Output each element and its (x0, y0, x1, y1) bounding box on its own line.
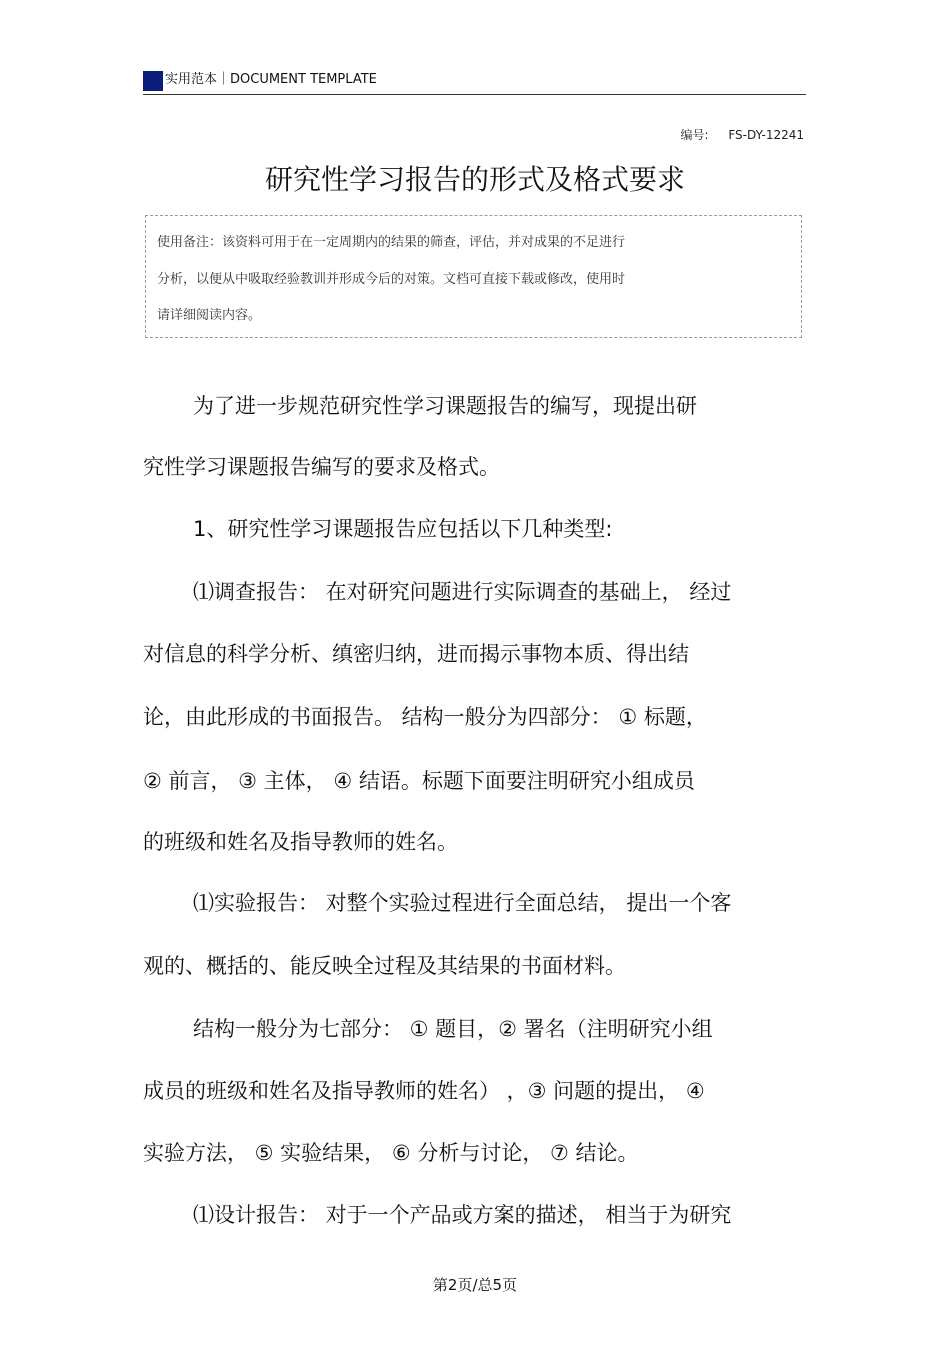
body-paragraph-line: 对信息的科学分析、缜密归纳，进而揭示事物本质、得出结 (143, 642, 689, 666)
document-number (680, 126, 804, 143)
usage-note-line: 请详细阅读内容。 (157, 308, 262, 323)
usage-note-line: 分析，以便从中吸取经验教训并形成今后的对策。文档可直接下载或修改，使用时 (157, 272, 626, 287)
body-paragraph-line: 1、研究性学习课题报告应包括以下几种类型: (193, 517, 613, 541)
header-text: 实用范本｜DOCUMENT TEMPLATE (165, 72, 377, 87)
usage-note-box (145, 215, 802, 338)
body-paragraph-line: 观的、概括的、能反映全过程及其结果的书面材料。 (143, 954, 626, 978)
body-paragraph-line: ② 前言， ③ 主体， ④ 结语。标题下面要注明研究小组成员 (143, 769, 695, 793)
body-paragraph-line: 结构一般分为七部分： ① 题目，② 署名（注明研究小组 (193, 1017, 713, 1041)
body-paragraph-line: 成员的班级和姓名及指导教师的姓名） ，③ 问题的提出， ④ (143, 1079, 705, 1103)
body-paragraph-line: 究性学习课题报告编写的要求及格式。 (143, 455, 500, 479)
body-paragraph-line: ⑴实验报告： 对整个实验过程进行全面总结， 提出一个客 (193, 891, 732, 915)
usage-note-line: 使用备注：该资料可用于在一定周期内的结果的筛查，评估，并对成果的不足进行 (157, 235, 626, 250)
logo-square-icon (143, 71, 163, 91)
body-paragraph-line: 的班级和姓名及指导教师的姓名。 (143, 830, 458, 854)
body-paragraph-line: ⑴调查报告： 在对研究问题进行实际调查的基础上， 经过 (193, 580, 732, 604)
document-number-label: 编号: (680, 128, 709, 142)
body-paragraph-line: 为了进一步规范研究性学习课题报告的编写，现提出研 (193, 394, 697, 418)
page-footer-counter: 第2页/总5页 (432, 1276, 518, 1294)
document-number-value: FS-DY-12241 (728, 128, 804, 142)
page-header (143, 68, 806, 95)
body-paragraph-line: 论，由此形成的书面报告。 结构一般分为四部分： ① 标题， (143, 705, 707, 729)
body-paragraph-line: ⑴设计报告： 对于一个产品或方案的描述， 相当于为研究 (193, 1203, 732, 1227)
page-title: 研究性学习报告的形式及格式要求 (264, 163, 685, 196)
body-paragraph-line: 实验方法， ⑤ 实验结果， ⑥ 分析与讨论， ⑦ 结论。 (143, 1141, 639, 1165)
